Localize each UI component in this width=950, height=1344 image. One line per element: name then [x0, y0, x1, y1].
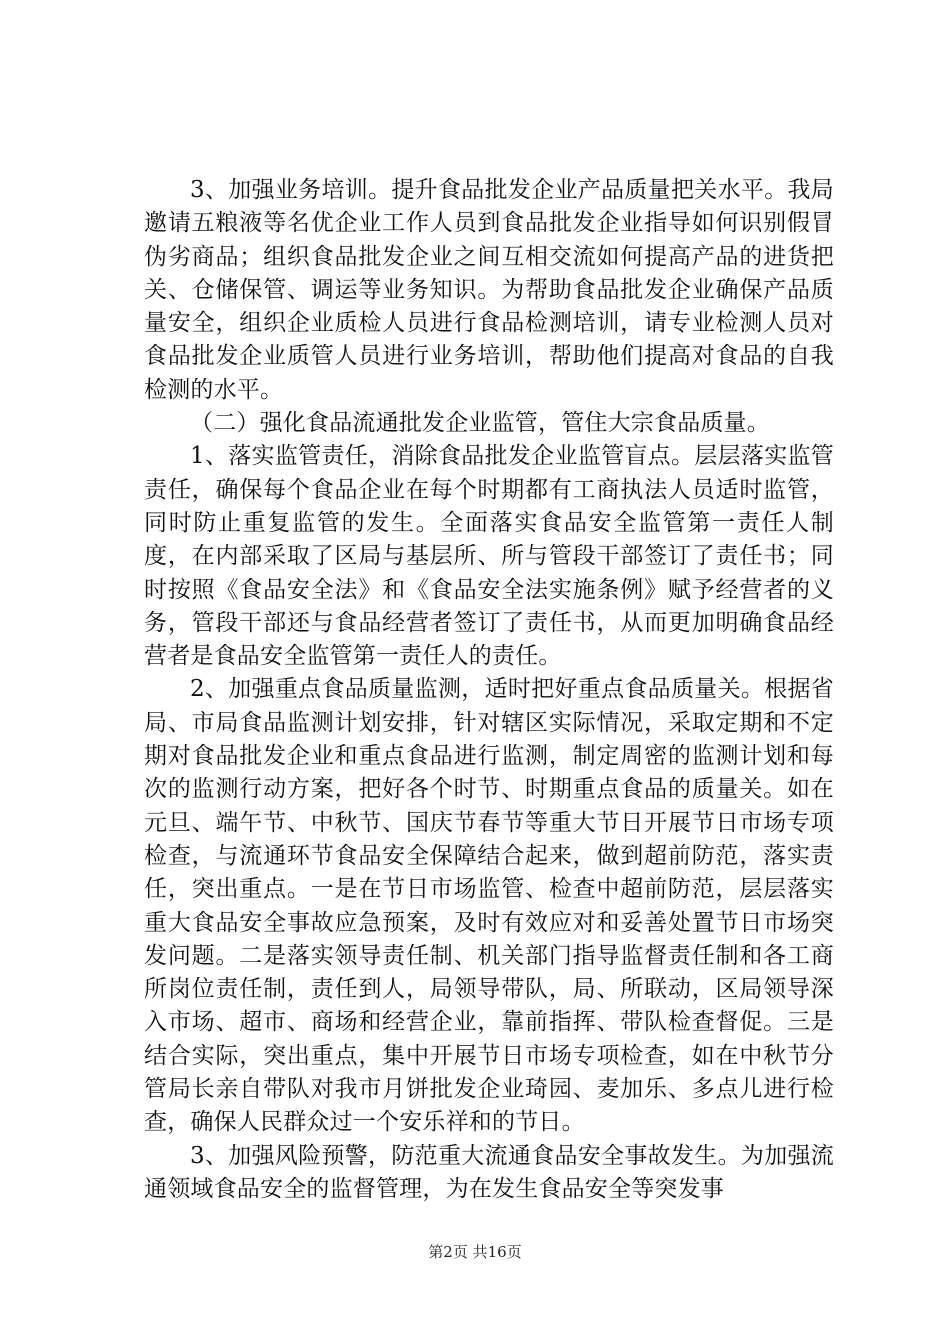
paragraph-supervision-responsibility: 1、落实监管责任，消除食品批发企业监管盲点。层层落实监管责任，确保每个食品企业在每个时期都有工商执法人员适时监管，同时防止重复监管的发生。全面落实食品安全监管第一责任人制度，在内部采取了区局与基层所、所与管段干部签订了责任书；同时按照《食品安全法》和《食品安全法实施条例》赋予经营者的义务，管段干部还与食品经营者签订了责任书，从而更加明确食品经营者是食品安全监管第一责任人的责任。 — [144, 443, 834, 670]
document-body — [144, 174, 834, 1206]
section-heading-wholesale-supervision: （二）强化食品流通批发企业监管，管住大宗食品质量。 — [190, 410, 770, 437]
paragraph-risk-warning: 3、加强风险预警，防范重大流通食品安全事故发生。为加强流通领域食品安全的监督管理，为在发生食品安全等突发事 — [144, 1142, 834, 1202]
paragraph-quality-monitoring: 2、加强重点食品质量监测，适时把好重点食品质量关。根据省局、市局食品监测计划安排，针对辖区实际情况，采取定期和不定期对食品批发企业和重点食品进行监测，制定周密的监测计划和每次的监测行动方案，把好各个时节、时期重点食品的质量关。如在元旦、端午节、中秋节、国庆节春节等重大节日开展节日市场专项检查，与流通环节食品安全保障结合起来，做到超前防范，落实责任，突出重点。一是在节日市场监管、检查中超前防范，层层落实重大食品安全事故应急预案，及时有效应对和妥善处置节日市场突发问题。二是落实领导责任制、机关部门指导监督责任制和各工商所岗位责任制，责任到人，局领导带队，局、所联动，区局领导深入市场、超市、商场和经营企业，靠前指挥、带队检查督促。三是结合实际，突出重点，集中开展节日市场专项检查，如在中秋节分管局长亲自带队对我市月饼批发企业琦园、麦加乐、多点儿进行检查，确保人民群众过一个安乐祥和的节日。 — [144, 676, 834, 1136]
page-footer — [0, 1242, 950, 1262]
page-number-label: 第2页 共16页 — [428, 1243, 522, 1261]
paragraph-business-training: 3、加强业务培训。提升食品批发企业产品质量把关水平。我局邀请五粮液等名优企业工作人员到食品批发企业指导如何识别假冒伪劣商品；组织食品批发企业之间互相交流如何提高产品的进货把关、仓储保管、调运等业务知识。为帮助食品批发企业确保产品质量安全，组织企业质检人员进行食品检测培训，请专业检测人员对食品批发企业质管人员进行业务培训，帮助他们提高对食品的自我检测的水平。 — [144, 177, 834, 403]
